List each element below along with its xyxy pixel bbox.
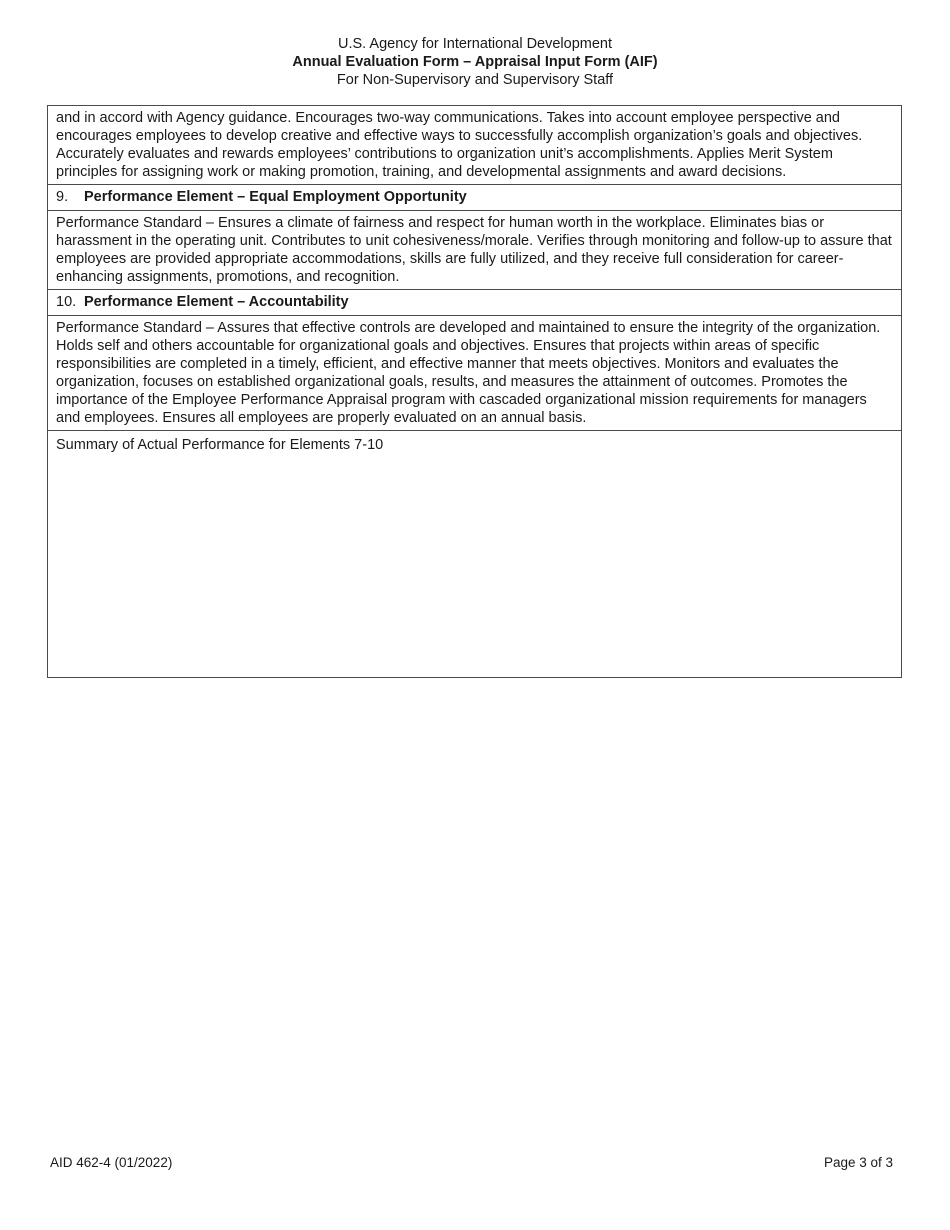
summary-field[interactable] [48, 431, 901, 677]
summary-label: Summary of Actual Performance for Elements 7-10 [56, 437, 384, 453]
element-9-heading [48, 185, 901, 211]
element-10-standard: Performance Standard – Assures that effective controls are developed and maintained to ensure the integrity of the organization. Holds self and others accountable for organizational goals and objectives. Ensures that projects within areas of specific responsibilities are completed in a timely, efficient, and effective manner that meets objectives. Monitors and evaluates the organization, focuses on established organizational goals, results, and measures the attainment of outcomes. Promotes the importance of the Employee Performance Appraisal program with cascaded organizational mission requirements for managers and employees. Ensures all employees are properly evaluated on an annual basis. [48, 316, 901, 431]
element-9-standard: Performance Standard – Ensures a climate of fairness and respect for human worth in the workplace. Eliminates bias or harassment in the operating unit. Contributes to unit cohesiveness/morale. Verifies through monitoring and follow-up to assure that employees are provided appropriate accommodations, skills are fully utilized, and they receive full consideration for career-enhancing assignments, promotions, and recognition. [48, 211, 901, 290]
form-table [47, 105, 902, 678]
page-number: Page 3 of 3 [823, 1155, 893, 1170]
form-header [0, 35, 950, 89]
continued-standard-text: and in accord with Agency guidance. Encourages two-way communications. Takes into account employee perspective and encourages employees to develop creative and effective ways to successfully accomplish organization’s goals and objectives. Accurately evaluates and rewards employees’ contributions to organization unit’s accomplishments. Applies Merit System principles for assigning work or making promotion, training, and developmental assignments and award decisions. [48, 106, 901, 185]
element-10-number: 10. [56, 294, 77, 310]
agency-name: U.S. Agency for International Development [337, 36, 613, 52]
element-10-title: Performance Element – Accountability [84, 294, 349, 310]
form-subtitle: For Non-Supervisory and Supervisory Staff [336, 72, 614, 88]
element-10-heading [48, 290, 901, 316]
form-title: Annual Evaluation Form – Appraisal Input Form (AIF) [292, 54, 658, 70]
element-9-number: 9. [56, 189, 69, 205]
form-number: AID 462-4 (01/2022) [50, 1155, 173, 1170]
element-9-title: Performance Element – Equal Employment Opportunity [84, 189, 467, 205]
